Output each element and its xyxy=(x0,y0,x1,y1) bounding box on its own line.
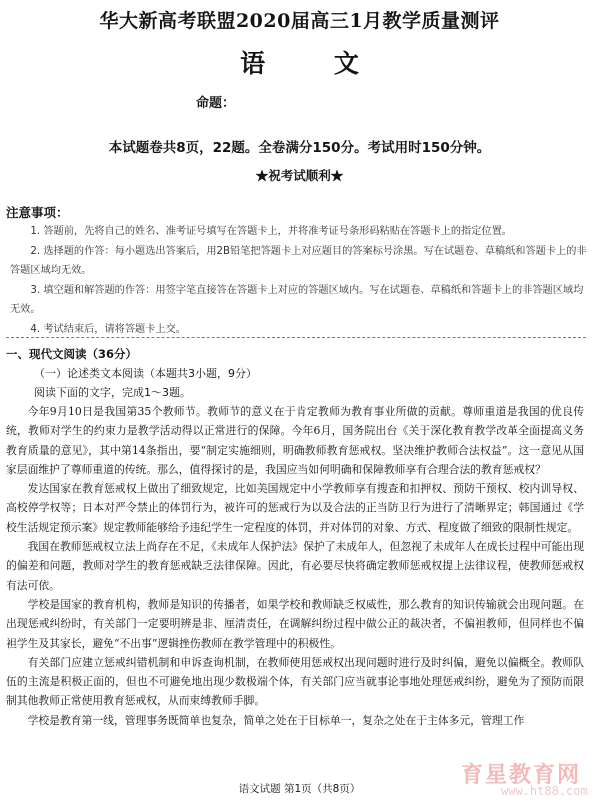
article-paragraph: 学校是教育第一线，管理事务既简单也复杂，简单之处在于目标单一，复杂之处在于主体多元，管理工作 xyxy=(27,713,525,727)
note-item: 2. 选择题的作答：每小题选出答案后，用2B铅笔把答题卡上对应题目的答案标号涂黑。写在试题卷、草稿纸和答题卡上的非答题区域均无效。 xyxy=(10,245,587,276)
subsection-title: （一）论述类文本阅读（本题共3小题，9分） xyxy=(34,367,257,380)
watermark-url: www.ht88.com xyxy=(501,784,588,798)
section-title: 一、现代文阅读（36分） xyxy=(6,347,138,361)
note-item: 3. 填空题和解答题的作答：用签字笔直接答在答题卡上对应的答题区域内。写在试题卷、草稿纸和答题卡上的非答题区域均无效。 xyxy=(10,284,584,315)
exam-info: 本试题卷共8页，22题。全卷满分150分。考试用时150分钟。 xyxy=(108,140,491,156)
article-paragraph: 发达国家在教育惩戒权上做出了细致规定，比如美国规定中小学教师享有搜查和扣押权、预防干预权、校内训导权、高校停学权等；日本对严令禁止的体罚行为，被许可的惩戒行为以及合法的正当防卫行为进行了清晰界定；韩国通过《学校生活规定预示案》规定教师能够给予违纪学生一定程度的体罚，并对体罚的对象、方式、程度做了细致的限制性规定。 xyxy=(6,482,584,534)
exam-title: 华大新高考联盟2020届高三1月教学质量测评 xyxy=(99,10,500,32)
page-footer: 语文试题 第1页（共8页） xyxy=(238,783,361,795)
notes-title: 注意事项： xyxy=(6,205,69,220)
watermark-name: 育星教育网 xyxy=(461,763,582,788)
article-paragraph: 我国在教师惩戒权立法上尚存在不足，《未成年人保护法》保护了未成年人，但忽视了未成年人在成长过程中可能出现的偏差和问题，教师对学生的教育惩戒缺乏法律保障。因此，有必要尽快将确定教师惩戒权提上法律议程，使教师惩戒权有法可依。 xyxy=(6,540,584,592)
note-item: 1. 答题前，先将自己的姓名、准考证号填写在答题卡上，并将准考证号条形码粘贴在答题卡上的指定位置。 xyxy=(30,226,512,237)
article-paragraph: 学校是国家的教育机构，教师是知识的传播者，如果学校和教师缺乏权威性，那么教育的知识传输就会出现问题。在出现惩戒纠纷时，有关部门一定要明辨是非、厘清责任，在调解纠纷过程中做公正的裁决者，不偏袒教师，但同样也不偏袒学生及其家长，避免“不出事”逻辑挫伤教师在教学管理中的积极性。 xyxy=(6,597,584,650)
reading-instruction: 阅读下面的文字，完成1～3题。 xyxy=(34,386,191,399)
section-divider xyxy=(6,337,586,338)
reading-article xyxy=(6,402,584,730)
subject-heading: 语 文 xyxy=(240,49,389,78)
good-luck-line: ★祝考试顺利★ xyxy=(255,168,344,183)
author-label: 命题： xyxy=(196,96,236,111)
notes-list xyxy=(10,222,588,339)
article-paragraph: 有关部门应建立惩戒纠错机制和申诉查询机制，在教师使用惩戒权出现问题时进行及时纠偏，避免以偏概全。教师队伍的主流是积极正面的，但也不可避免地出现少数极端个体，有关部门应当就事论事地处理惩戒纠纷，避免为了预防而限制其他教师正常使用教育惩戒权，从而束缚教师手脚。 xyxy=(6,655,584,708)
article-paragraph: 今年9月10日是我国第35个教师节。教师节的意义在于肯定教师为教育事业所做的贡献。尊师重道是我国的优良传统，教师对学生的约束力是教学活动得以正常进行的保障。今年6月，国务院出台《关于深化教育教学改革全面提高义务教育质量的意见》，其中第14条指出，要“制定实施细则，明确教师教育惩戒权。坚决维护教师合法权益”。这一意见从国家层面维护了尊师重道的传统。那么，值得探讨的是，我国应当如何明确和保障教师享有合理合法的教育惩戒权？ xyxy=(6,405,584,476)
note-item: 4. 考试结束后，请将答题卡上交。 xyxy=(30,323,186,335)
